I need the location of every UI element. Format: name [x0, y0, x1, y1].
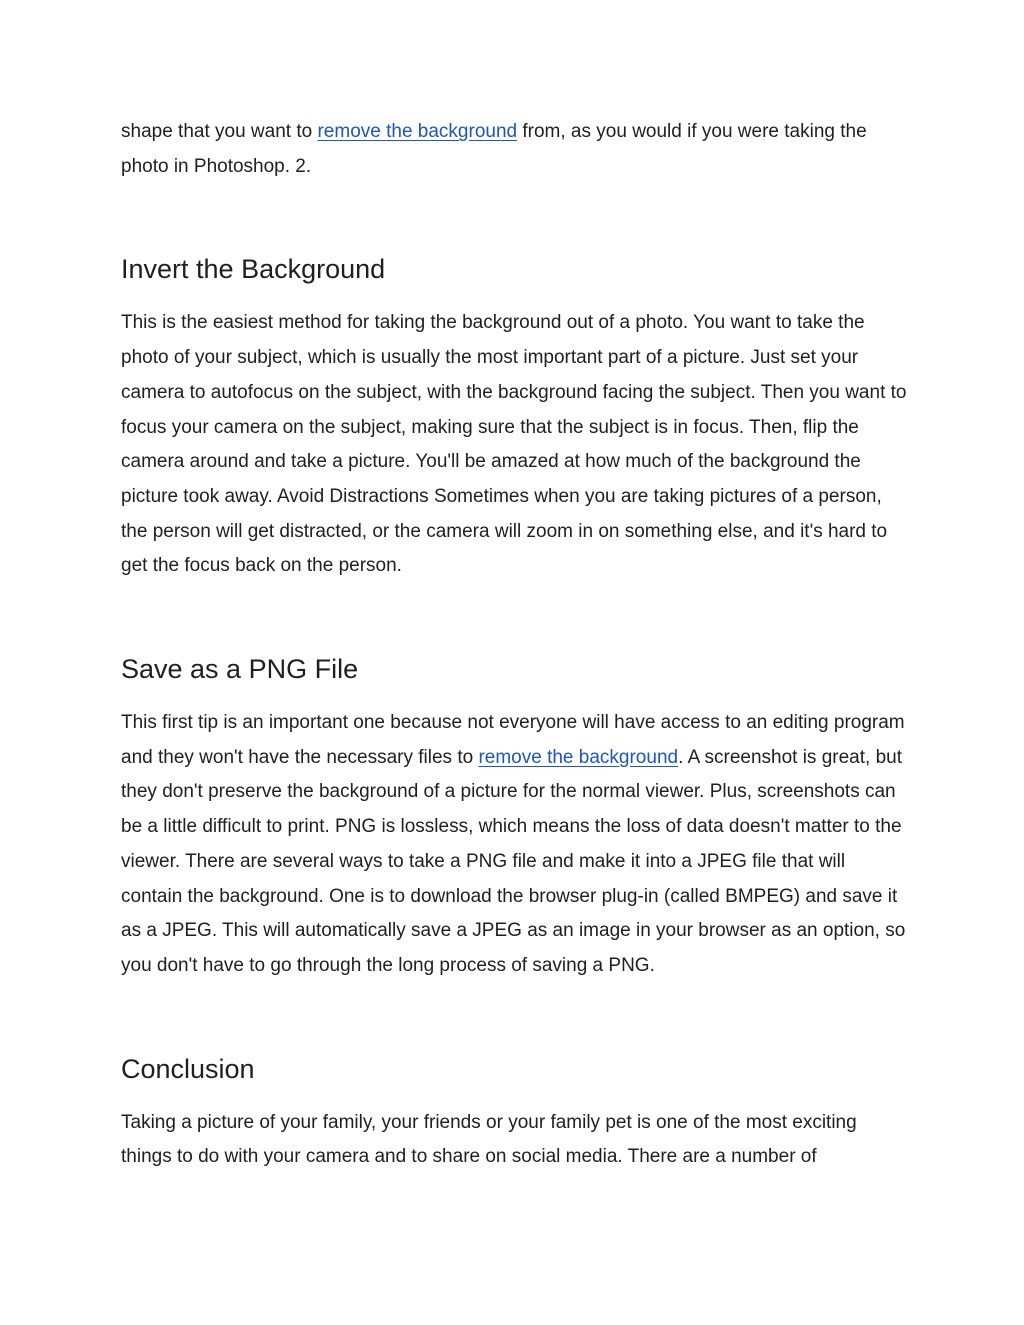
png-text-start: This first tip is an important one because not everyone will have access to an editing program and they won't have the necessary files to	[121, 712, 905, 768]
spacer	[121, 1086, 911, 1106]
intro-text-start: shape that you want to	[121, 121, 318, 142]
spacer	[121, 686, 911, 706]
remove-background-link[interactable]: remove the background	[478, 746, 679, 768]
intro-paragraph	[121, 115, 911, 184]
conclusion-paragraph: Taking a picture of your family, your friends or your family pet is one of the most exciting things to do with your camera and to share on social media. There are a number of	[121, 1111, 857, 1168]
spacer	[121, 584, 911, 652]
spacer	[121, 184, 911, 252]
document-body	[121, 115, 911, 1175]
heading-conclusion: Conclusion	[121, 1053, 255, 1084]
invert-background-paragraph: This is the easiest method for taking the background out of a photo. You want to take the photo of your subject, which is usually the most important part of a picture. Just set your camera to autofocus on the subject, with the background facing the subject. Then you want to focus your camera on the subject, making sure that the subject is in focus. Then, flip the camera around and take a picture. You'll be amazed at how much of the background the picture took away. Avoid Distractions Sometimes when you are taking pictures of a person, the person will get distracted, or the camera will zoom in on something else, and it's hard to get the focus back on the person.	[121, 312, 907, 577]
png-text-end: . A screenshot is great, but they don't preserve the background of a picture for the normal viewer. Plus, screenshots can be a little difficult to print. PNG is lossless, which means the loss of data doesn't matter to the viewer. There are several ways to take a PNG file and make it into a JPEG file that will contain the background. One is to download the browser plug-in (called BMPEG) and save it as a JPEG. This will automatically save a JPEG as an image in your browser as an option, so you don't have to go through the long process of saving a PNG.	[121, 746, 906, 976]
heading-invert-background: Invert the Background	[121, 254, 386, 285]
heading-save-png: Save as a PNG File	[121, 654, 359, 685]
intro-text-end: from, as you would if you were taking the photo in Photoshop. 2.	[121, 121, 867, 177]
spacer	[121, 984, 911, 1052]
remove-background-link[interactable]: remove the background	[317, 121, 518, 142]
save-png-paragraph	[121, 706, 911, 984]
spacer	[121, 286, 911, 306]
